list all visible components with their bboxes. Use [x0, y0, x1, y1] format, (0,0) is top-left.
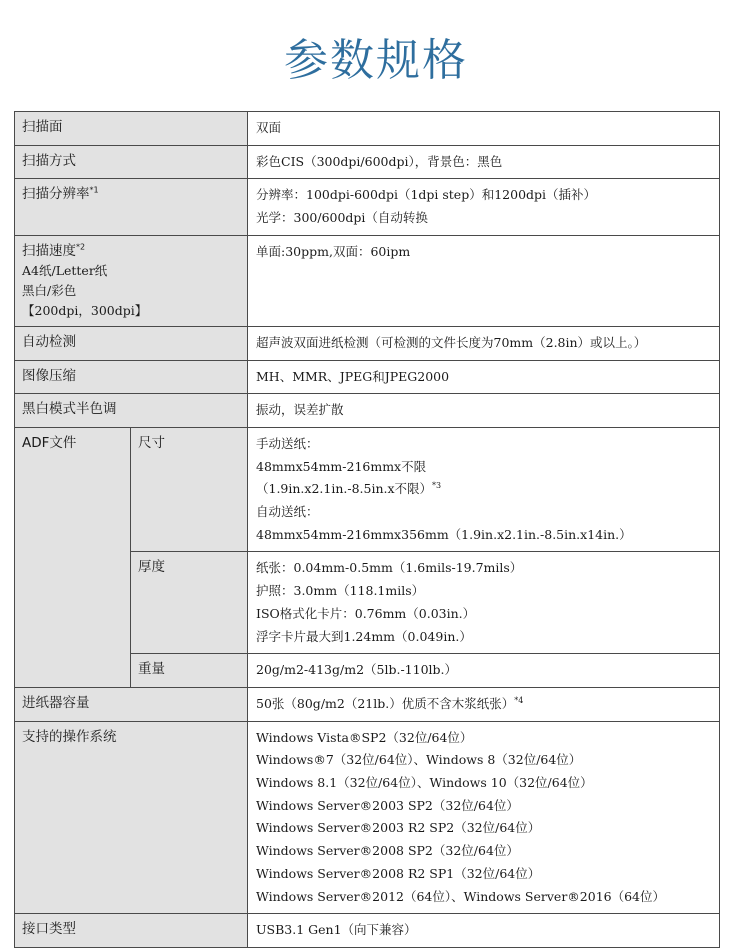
table-row: [15, 360, 720, 394]
row-label-text: A4纸/Letter纸: [22, 262, 108, 278]
row-label: [15, 687, 248, 721]
value-line: [256, 332, 711, 355]
row-value: [248, 394, 720, 428]
row-label-line: [22, 241, 240, 261]
value-line: [256, 151, 711, 174]
value-text: 振动，误差扩散: [256, 402, 344, 418]
value-text: 手动送纸：: [256, 435, 319, 451]
value-line: [256, 772, 711, 795]
value-text: Windows Server®2003 SP2（32位/64位）: [256, 797, 519, 813]
row-value: [248, 235, 720, 326]
value-text: 超声波双面进纸检测（可检测的文件长度为70mm（2.8in）或以上。）: [256, 334, 647, 350]
row-value: [248, 721, 720, 914]
value-text: （1.9in.x2.1in.-8.5in.x不限）: [256, 481, 433, 497]
row-label-text: 黑白模式半色调: [22, 401, 117, 418]
row-label-text: 支持的操作系统: [22, 728, 117, 745]
row-sublabel: [131, 654, 248, 688]
row-sublabel-text: 尺寸: [138, 434, 165, 451]
value-text: 48mmx54mm-216mmx不限: [256, 458, 427, 474]
row-label: [15, 179, 248, 235]
value-text: 双面: [256, 120, 282, 135]
value-line: [256, 626, 711, 649]
value-line: [256, 207, 711, 230]
table-row: [15, 235, 720, 326]
row-label: [15, 427, 131, 687]
value-text: 护照：3.0mm（118.1mils）: [256, 583, 425, 599]
row-label-text: 自动检测: [22, 333, 76, 350]
value-line: [256, 840, 711, 863]
value-line: [256, 501, 711, 524]
row-label-line: [22, 301, 240, 321]
value-line: [256, 366, 711, 389]
row-label: [15, 721, 248, 914]
row-value: [248, 179, 720, 235]
value-line: [256, 795, 711, 818]
value-line: [256, 919, 711, 942]
row-label-text: 扫描方式: [22, 152, 76, 169]
row-label-text: 扫描面: [22, 119, 63, 135]
value-line: [256, 399, 711, 422]
row-label: [15, 394, 248, 428]
row-label-text: 扫描分辨率: [22, 186, 90, 203]
row-label: [15, 360, 248, 394]
value-text: Windows Server®2008 R2 SP1（32位/64位）: [256, 865, 541, 881]
value-line: [256, 580, 711, 603]
value-line: [256, 184, 711, 207]
row-label-text: ADF文件: [22, 434, 77, 451]
table-row: [15, 112, 720, 146]
value-text: Windows Vista®SP2（32位/64位）: [256, 729, 473, 745]
spec-table: [14, 111, 720, 948]
value-line: [256, 727, 711, 750]
value-line: [256, 478, 711, 501]
row-label-text: 图像压缩: [22, 367, 76, 384]
row-sublabel: [131, 427, 248, 552]
row-value: [248, 112, 720, 146]
row-sublabel-text: 厚度: [138, 559, 165, 576]
row-value: [248, 326, 720, 360]
row-label: [15, 112, 248, 146]
value-line: [256, 524, 711, 547]
value-text: 分辨率：100dpi-600dpi（1dpi step）和1200dpi（插补）: [256, 187, 597, 203]
row-value: [248, 552, 720, 654]
value-text: Windows Server®2003 R2 SP2（32位/64位）: [256, 820, 541, 836]
value-line: [256, 886, 711, 909]
value-line: [256, 863, 711, 886]
row-value: [248, 914, 720, 948]
row-label: [15, 326, 248, 360]
row-value: [248, 654, 720, 688]
page-title: 参数规格: [284, 35, 468, 86]
value-text: Windows®7（32位/64位）、Windows 8（32位/64位）: [256, 752, 582, 768]
value-text: 单面:30ppm,双面：60ipm: [256, 243, 411, 259]
value-line: [256, 659, 711, 682]
value-text: 纸张：0.04mm-0.5mm（1.6mils-19.7mils）: [256, 560, 523, 576]
value-text: Windows 8.1（32位/64位）、Windows 10（32位/64位）: [256, 775, 593, 791]
row-sublabel-text: 重量: [138, 661, 165, 678]
value-text: USB3.1 Gen1（向下兼容）: [256, 922, 417, 938]
row-value: [248, 360, 720, 394]
value-text: Windows Server®2008 SP2（32位/64位）: [256, 843, 519, 859]
row-label-text: 接口类型: [22, 921, 76, 938]
value-text: 48mmx54mm-216mmx356mm（1.9in.x2.1in.-8.5in.x14in.）: [256, 526, 632, 542]
value-line: [256, 456, 711, 479]
value-text: 浮字卡片最大到1.24mm（0.049in.）: [256, 628, 472, 644]
value-text: Windows Server®2012（64位）、Windows Server®2016（64位）: [256, 888, 666, 904]
value-line: [256, 693, 711, 716]
table-row: [15, 721, 720, 914]
footnote-mark: *3: [432, 481, 442, 491]
row-label-text: 进纸器容量: [22, 694, 90, 711]
row-label-line: [22, 261, 240, 281]
value-line: [256, 557, 711, 580]
value-text: 彩色CIS（300dpi/600dpi），背景色：黑色: [256, 153, 503, 169]
value-line: [256, 241, 711, 264]
row-label-text: 扫描速度: [22, 242, 76, 259]
value-text: MH、MMR、JPEG和JPEG2000: [256, 368, 450, 384]
footnote-mark: *2: [76, 242, 86, 252]
row-label: [15, 235, 248, 326]
value-line: [256, 817, 711, 840]
table-row: [15, 179, 720, 235]
row-value: [248, 687, 720, 721]
value-line: [256, 433, 711, 456]
row-sublabel: [131, 552, 248, 654]
value-text: 50张（80g/m2（21lb.）优质不含木浆纸张）: [256, 695, 515, 711]
value-line: [256, 749, 711, 772]
row-label-text: 【200dpi，300dpi】: [22, 302, 148, 318]
row-label-line: [22, 281, 240, 301]
row-value: [248, 145, 720, 179]
value-line: [256, 117, 711, 140]
row-value: [248, 427, 720, 552]
value-text: 光学：300/600dpi（自动转换: [256, 210, 428, 226]
table-row: [15, 914, 720, 948]
row-label: [15, 914, 248, 948]
table-row: [15, 687, 720, 721]
table-row: [15, 394, 720, 428]
table-row: [15, 427, 720, 552]
footnote-mark: *1: [89, 185, 99, 195]
row-label-text: 黑白/彩色: [22, 282, 77, 298]
value-text: 自动送纸：: [256, 504, 319, 520]
footnote-mark: *4: [514, 695, 524, 705]
table-row: [15, 145, 720, 179]
row-label: [15, 145, 248, 179]
value-text: 20g/m2-413g/m2（5lb.-110lb.）: [256, 662, 458, 678]
table-row: [15, 326, 720, 360]
value-line: [256, 603, 711, 626]
value-text: ISO格式化卡片：0.76mm（0.03in.）: [256, 605, 476, 621]
